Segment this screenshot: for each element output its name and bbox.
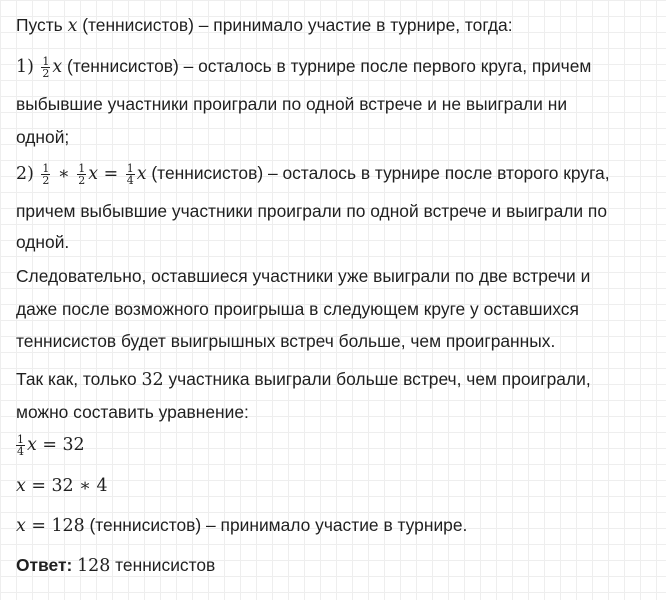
item-1-number: 1) <box>16 57 40 77</box>
item-1-continuation-1: выбывшие участники проиграли по одной встрече и не выиграли ни <box>16 94 568 114</box>
item-2-number: 2) <box>16 164 40 184</box>
variable-x: x <box>16 476 26 496</box>
paragraph-2-text-a: Так как, только <box>16 369 142 389</box>
item-1-text: (теннисистов) – осталось в турнире после первого круга, причем <box>62 56 592 76</box>
variable-x: x <box>52 57 63 77</box>
equation-3-text: (теннисистов) – принимало участие в турнире. <box>84 515 468 535</box>
variable-x: x <box>27 435 37 455</box>
paragraph-2-line-1 <box>16 368 591 391</box>
multiply-sign: ∗ <box>52 164 76 184</box>
item-1-continuation-2: одной; <box>16 127 70 147</box>
item-2-continuation-2: одной. <box>16 232 70 252</box>
paragraph-1-line-1: Следовательно, оставшиеся участники уже выиграли по две встречи и <box>16 266 591 286</box>
variable-x: x <box>136 164 147 184</box>
fraction-one-quarter: $\frac{1}{4}$ <box>17 432 24 458</box>
equation-2 <box>16 474 108 497</box>
equation-1-rhs: = 32 <box>36 435 85 455</box>
variable-x: x <box>67 16 78 36</box>
paragraph-1-line-2: даже после возможного проигрыша в следующем круге у оставшихся <box>16 299 579 319</box>
equation-3 <box>16 514 467 537</box>
fraction-one-quarter: $\frac{1}{4}$ <box>126 161 134 187</box>
variable-x: x <box>88 164 99 184</box>
answer-line <box>16 554 215 577</box>
intro-text-a: Пусть <box>16 15 68 35</box>
item-2-text: (теннисистов) – осталось в турнире после второго круга, <box>146 163 610 183</box>
fraction-one-half: $\frac{1}{2}$ <box>42 161 50 187</box>
fraction-one-half: $\frac{1}{2}$ <box>42 54 50 80</box>
answer-label: Ответ: <box>16 555 73 575</box>
item-1 <box>16 55 591 79</box>
answer-text: теннисистов <box>110 555 216 575</box>
paragraph-2-text-b: участника выиграли больше встреч, чем проиграли, <box>163 369 591 389</box>
intro-line <box>16 14 513 37</box>
item-2 <box>16 162 610 186</box>
variable-x: x <box>16 516 26 536</box>
paragraph-1-line-3: теннисистов будет выигрышных встреч больше, чем проигранных. <box>16 331 556 351</box>
number-32: 32 <box>141 370 164 390</box>
fraction-one-half: $\frac{1}{2}$ <box>78 161 86 187</box>
equation-1 <box>16 433 85 457</box>
paragraph-2-line-2: можно составить уравнение: <box>16 402 249 422</box>
equation-3-rhs: = 128 <box>25 516 85 536</box>
equation-2-rhs: = 32 ∗ 4 <box>25 476 108 496</box>
intro-text-b: (теннисистов) – принимало участие в турнире, тогда: <box>77 15 513 35</box>
answer-number: 128 <box>77 556 111 576</box>
equals-sign: = <box>98 164 124 184</box>
item-2-continuation-1: причем выбывшие участники проиграли по одной встрече и выиграли по <box>16 201 608 221</box>
